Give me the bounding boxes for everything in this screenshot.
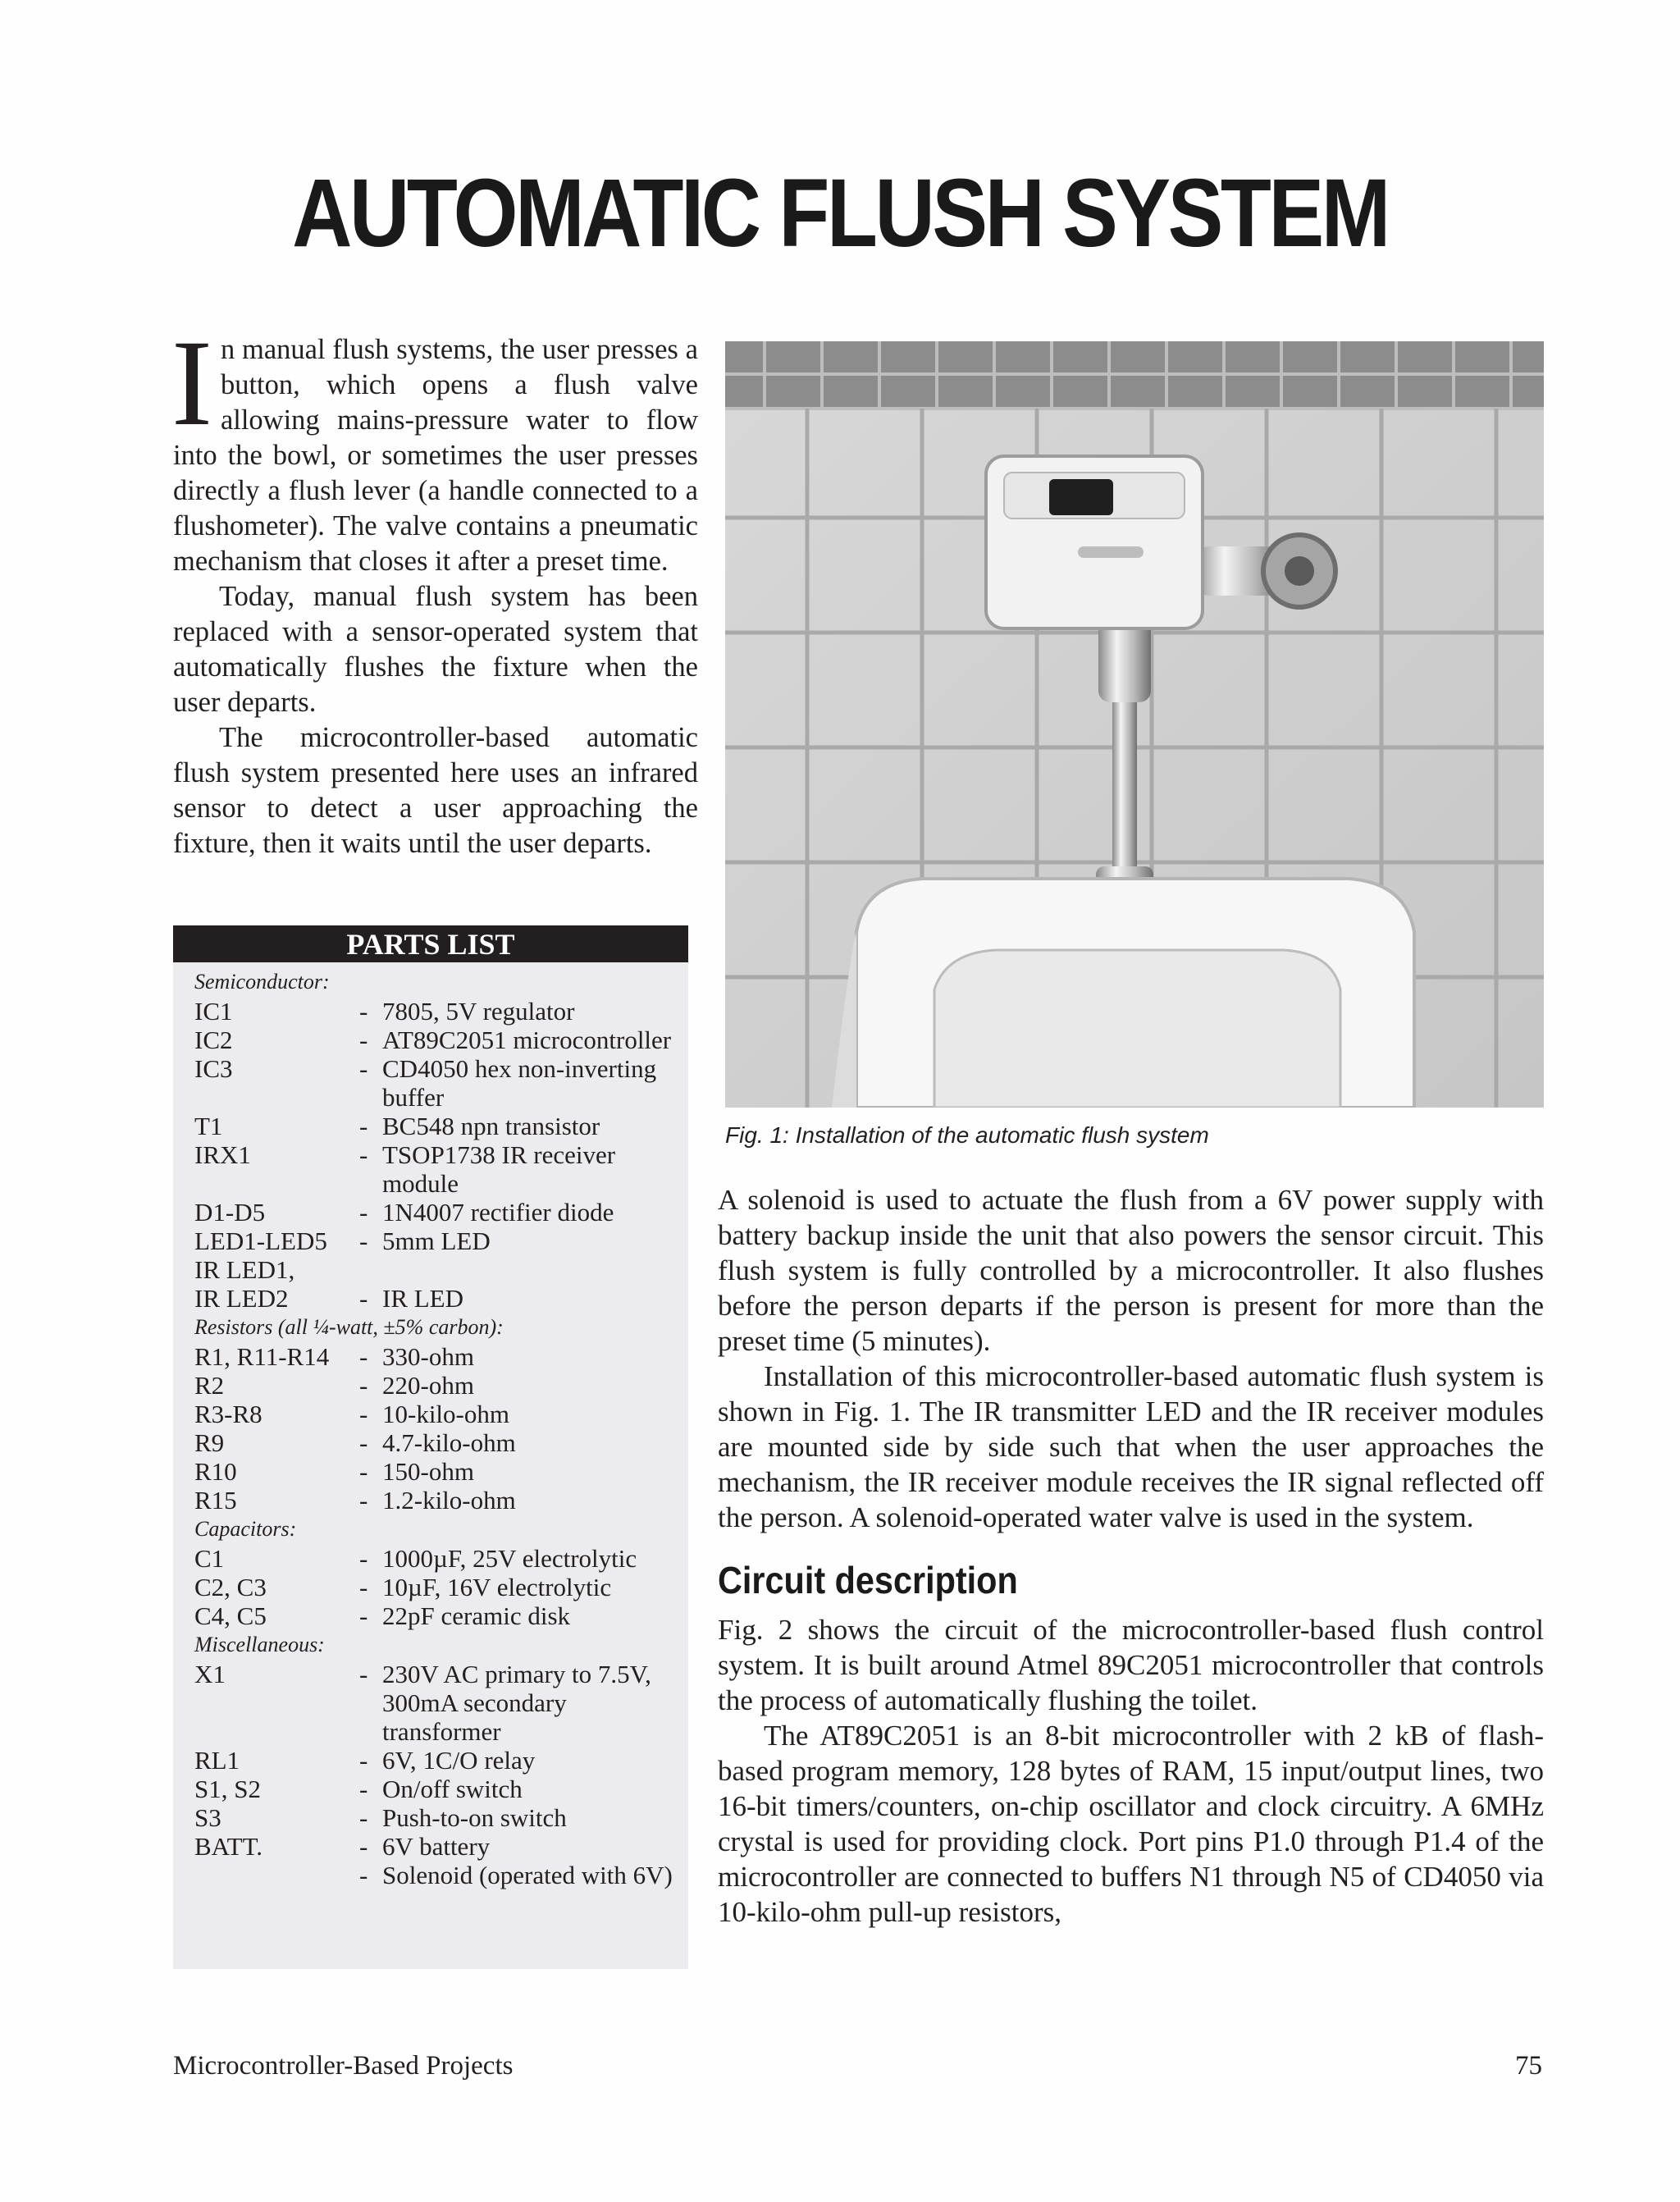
part-description: 7805, 5V regulator [382,997,575,1026]
part-description: 1N4007 rectifier diode [382,1198,614,1227]
part-reference: D1-D5 [194,1198,266,1227]
parts-row [194,1198,688,1227]
parts-row [194,1457,688,1486]
part-reference: C1 [194,1544,225,1573]
parts-row [194,997,688,1026]
parts-row [194,1112,688,1140]
part-reference: X1 [194,1660,226,1688]
intro-column [171,315,698,861]
parts-row [194,1140,688,1198]
part-reference: BATT. [194,1832,262,1861]
parts-row [194,1428,688,1457]
part-reference: IR LED1, [194,1255,295,1284]
part-separator: - [359,1140,368,1169]
part-separator: - [359,1457,368,1486]
parts-row [194,1371,688,1400]
part-description: 150-ohm [382,1457,474,1486]
body-column [718,1182,1544,1930]
part-separator: - [359,1601,368,1630]
parts-row [194,1861,688,1889]
part-separator: - [359,997,368,1026]
part-reference: R9 [194,1428,225,1457]
part-separator: - [359,1371,368,1400]
part-reference: R10 [194,1457,237,1486]
part-reference: R2 [194,1371,225,1400]
part-separator: - [359,1428,368,1457]
part-separator: - [359,1400,368,1428]
parts-list-body [173,962,688,1889]
part-reference: C2, C3 [194,1573,267,1601]
part-description: 1.2-kilo-ohm [382,1486,516,1514]
part-reference: R15 [194,1486,237,1514]
part-reference: T1 [194,1112,223,1140]
body-paragraph-1: A solenoid is used to actuate the flush from a 6V power supply with battery backup inside the unit that also powers the sensor circuit. This flush system is fully controlled by a microcontroller. It also flushes before the person departs if the person is present for more than the preset time (5 minutes). [718,1184,1544,1357]
footer-book-title: Microcontroller-Based Projects [173,2051,514,2081]
part-separator: - [359,1112,368,1140]
parts-row [194,1255,688,1284]
parts-row [194,1832,688,1861]
part-separator: - [359,1861,368,1889]
part-reference: IRX1 [194,1140,251,1169]
part-reference: R3-R8 [194,1400,262,1428]
part-separator: - [359,1803,368,1832]
intro-paragraph-1-text: n manual flush systems, the user presses a button, which opens a flush valve allowing mains-pressure water to flow into the bowl, or sometimes the user presses directly a flush lever (a handle connected to a flushometer). The valve contains a pneumatic mechanism that closes it after a preset time. [173,334,698,577]
body-paragraph-3: Fig. 2 shows the circuit of the microcontroller-based flush control system. It is built around Atmel 89C2051 microcontroller that controls the process of automatically flushing the toilet. [718,1614,1544,1716]
part-description: 330-ohm [382,1342,474,1371]
part-description: 10-kilo-ohm [382,1400,509,1428]
part-reference [194,1861,359,1889]
part-description: 22pF ceramic disk [382,1601,571,1630]
parts-category: Miscellaneous: [194,1633,325,1656]
parts-row [194,1054,688,1112]
parts-row [194,1573,688,1601]
body-paragraph-2: Installation of this microcontroller-based automatic flush system is shown in Fig. 1. The IR transmitter LED and the IR receiver modules are mounted side by side such that when the user approaches the mechanism, the IR receiver module receives the IR signal reflected off the person. A solenoid-operated water valve is used in the system. [718,1360,1544,1533]
urinal-photo [725,341,1544,1108]
part-description: Push-to-on switch [382,1803,567,1832]
part-separator: - [359,1054,368,1083]
parts-row [194,1544,688,1573]
part-description: 6V battery [382,1832,491,1861]
part-reference: C4, C5 [194,1601,267,1630]
intro-paragraph-3: The microcontroller-based automatic flush system presented here uses an infrared sensor to detect a user approaching the fixture, then it waits until the user departs. [173,722,698,859]
part-separator: - [359,1198,368,1227]
parts-row [194,1660,688,1746]
parts-row [194,1803,688,1832]
parts-row [194,1026,688,1054]
parts-category: Resistors (all ¼-watt, ±5% carbon): [194,1315,504,1339]
part-separator: - [359,1486,368,1514]
part-separator [359,1255,382,1284]
part-reference: S3 [194,1803,221,1832]
parts-row [194,1342,688,1371]
part-description: 5mm LED [382,1227,491,1255]
part-separator: - [359,1284,368,1313]
part-reference: IC2 [194,1026,233,1054]
parts-row [194,1775,688,1803]
parts-row [194,1601,688,1630]
part-description: CD4050 hex non-inverting buffer [382,1054,657,1112]
part-reference: RL1 [194,1746,240,1775]
part-description: 220-ohm [382,1371,474,1400]
parts-row [194,1746,688,1775]
part-separator: - [359,1026,368,1054]
part-description: On/off switch [382,1775,523,1803]
part-description: Solenoid (operated with 6V) [382,1861,673,1889]
section-heading: Circuit description [718,1559,1018,1601]
part-separator: - [359,1832,368,1861]
part-reference: IC3 [194,1054,233,1083]
part-description: BC548 npn transistor [382,1112,600,1140]
part-description: 230V AC primary to 7.5V, 300mA secondary transformer [382,1660,651,1746]
part-reference: R1, R11-R14 [194,1342,330,1371]
parts-row [194,1486,688,1514]
part-reference: LED1-LED5 [194,1227,327,1255]
parts-category: Semiconductor: [194,970,330,994]
part-description: AT89C2051 microcontroller [382,1026,672,1054]
figure-caption: Fig. 1: Installation of the automatic flush system [725,1122,1209,1148]
parts-category: Capacitors: [194,1517,297,1541]
part-separator: - [359,1775,368,1803]
part-separator: - [359,1544,368,1573]
parts-list-heading: PARTS LIST [173,925,688,962]
part-description: IR LED [382,1284,464,1313]
part-description: TSOP1738 IR receiver module [382,1140,616,1198]
footer-page-number: 75 [1515,2051,1542,2081]
part-description: 4.7-kilo-ohm [382,1428,516,1457]
part-description [382,1255,688,1284]
part-description: 1000µF, 25V electrolytic [382,1544,637,1573]
part-separator: - [359,1660,368,1688]
parts-row [194,1284,688,1313]
part-separator: - [359,1573,368,1601]
part-reference: IR LED2 [194,1284,289,1313]
part-separator: - [359,1746,368,1775]
parts-list-box [173,925,688,1969]
intro-paragraph-1 [171,315,698,579]
parts-row [194,1400,688,1428]
part-separator: - [359,1342,368,1371]
parts-row [194,1227,688,1255]
drop-cap: I [171,315,212,451]
part-separator: - [359,1227,368,1255]
part-description: 10µF, 16V electrolytic [382,1573,612,1601]
body-paragraph-4: The AT89C2051 is an 8-bit microcontroller with 2 kB of flash-based program memory, 128 bytes of RAM, 15 input/output lines, two 16-bit timers/counters, on-chip oscillator and clock circuitry. A 6MHz crystal is used for providing clock. Port pins P1.0 through P1.4 of the microcontroller are connected to buffers N1 through N5 of CD4050 via 10-kilo-ohm pull-up resistors, [718,1720,1544,1928]
part-description: 6V, 1C/O relay [382,1746,536,1775]
part-reference: S1, S2 [194,1775,261,1803]
part-reference: IC1 [194,997,233,1026]
intro-paragraph-2: Today, manual flush system has been replaced with a sensor-operated system that automatically flushes the fixture when the user departs. [173,581,698,718]
page-title: AUTOMATIC FLUSH SYSTEM [292,159,1388,267]
